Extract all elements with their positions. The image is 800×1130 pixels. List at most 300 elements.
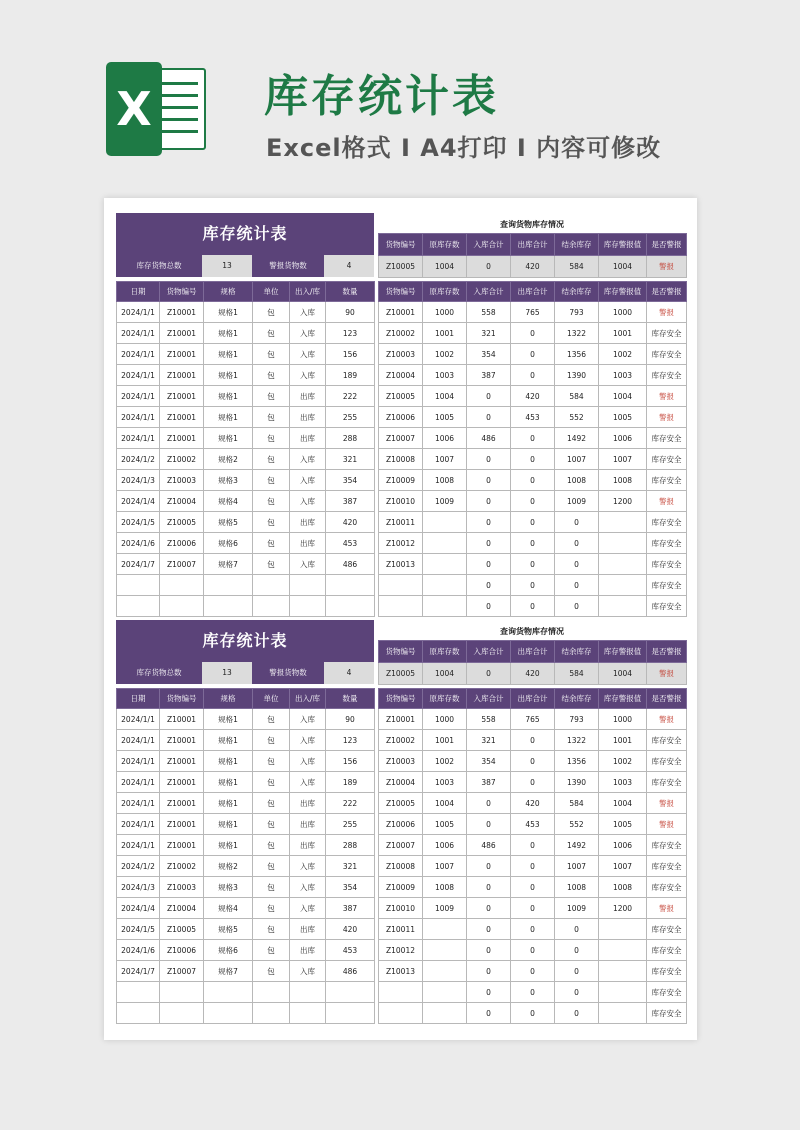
stock-summary-cell[interactable]: 354: [467, 344, 511, 365]
stock-log-cell[interactable]: 出库: [290, 533, 326, 554]
stock-summary-cell[interactable]: 1008: [599, 877, 647, 898]
stock-summary-cell[interactable]: 0: [511, 512, 555, 533]
stock-summary-cell[interactable]: 1322: [555, 323, 599, 344]
stock-summary-cell[interactable]: Z10011: [379, 919, 423, 940]
stock-summary-cell[interactable]: 1003: [599, 365, 647, 386]
stock-summary-cell[interactable]: Z10006: [379, 814, 423, 835]
stock-log-cell[interactable]: 2024/1/2: [117, 856, 160, 877]
stock-summary-cell[interactable]: 1008: [599, 470, 647, 491]
stock-log-cell[interactable]: 包: [253, 856, 290, 877]
stock-summary-cell[interactable]: 0: [511, 428, 555, 449]
stock-log-cell[interactable]: 规格1: [204, 386, 253, 407]
stock-summary-cell[interactable]: 1007: [555, 449, 599, 470]
stock-summary-cell[interactable]: 584: [555, 793, 599, 814]
stock-log-cell[interactable]: 出库: [290, 919, 326, 940]
stock-log-cell[interactable]: 2024/1/1: [117, 835, 160, 856]
stock-log-cell[interactable]: [117, 575, 160, 596]
stock-log-cell[interactable]: 包: [253, 554, 290, 575]
stock-log-cell[interactable]: Z10001: [160, 344, 204, 365]
stock-log-cell[interactable]: 入库: [290, 709, 326, 730]
stock-summary-cell[interactable]: 0: [511, 491, 555, 512]
stock-summary-cell[interactable]: 1322: [555, 730, 599, 751]
stock-log-cell[interactable]: 规格1: [204, 344, 253, 365]
stock-summary-cell[interactable]: 0: [511, 365, 555, 386]
stock-summary-cell[interactable]: 库存安全: [647, 856, 687, 877]
stock-log-cell[interactable]: 出库: [290, 940, 326, 961]
stock-summary-cell[interactable]: Z10006: [379, 407, 423, 428]
stock-summary-cell[interactable]: 0: [555, 512, 599, 533]
stock-summary-cell[interactable]: [599, 1003, 647, 1024]
stock-summary-cell[interactable]: [423, 919, 467, 940]
query-result-cell[interactable]: 警报: [647, 663, 687, 685]
stock-log-cell[interactable]: 包: [253, 323, 290, 344]
stock-summary-cell[interactable]: Z10004: [379, 772, 423, 793]
stock-log-cell[interactable]: [253, 575, 290, 596]
stock-log-cell[interactable]: 包: [253, 961, 290, 982]
stock-summary-cell[interactable]: 1009: [423, 491, 467, 512]
stock-summary-cell[interactable]: 0: [511, 835, 555, 856]
stock-log-cell[interactable]: 规格3: [204, 877, 253, 898]
stock-log-cell[interactable]: 486: [326, 961, 375, 982]
stock-summary-cell[interactable]: 0: [511, 344, 555, 365]
stock-log-cell[interactable]: Z10001: [160, 407, 204, 428]
stock-log-cell[interactable]: [117, 596, 160, 617]
stock-log-cell[interactable]: 包: [253, 386, 290, 407]
stock-summary-cell[interactable]: 0: [555, 940, 599, 961]
stock-summary-cell[interactable]: 1200: [599, 898, 647, 919]
stock-summary-cell[interactable]: 库存安全: [647, 919, 687, 940]
stock-summary-cell[interactable]: 1006: [599, 428, 647, 449]
stock-summary-cell[interactable]: 1390: [555, 772, 599, 793]
stock-log-cell[interactable]: 包: [253, 835, 290, 856]
stock-summary-cell[interactable]: 0: [467, 554, 511, 575]
stock-log-cell[interactable]: 123: [326, 323, 375, 344]
stock-summary-cell[interactable]: 0: [511, 751, 555, 772]
stock-summary-cell[interactable]: 0: [511, 898, 555, 919]
stock-log-cell[interactable]: 规格1: [204, 323, 253, 344]
stock-log-cell[interactable]: 255: [326, 814, 375, 835]
stock-log-cell[interactable]: 规格7: [204, 961, 253, 982]
stock-log-cell[interactable]: [117, 1003, 160, 1024]
stock-log-cell[interactable]: 入库: [290, 877, 326, 898]
stock-summary-cell[interactable]: 0: [467, 814, 511, 835]
stock-summary-cell[interactable]: 0: [467, 1003, 511, 1024]
stock-log-cell[interactable]: 288: [326, 835, 375, 856]
stock-log-cell[interactable]: 420: [326, 919, 375, 940]
stock-summary-cell[interactable]: 486: [467, 428, 511, 449]
stock-log-cell[interactable]: 规格6: [204, 533, 253, 554]
stock-log-cell[interactable]: Z10005: [160, 512, 204, 533]
stock-log-cell[interactable]: [160, 982, 204, 1003]
stock-log-cell[interactable]: 入库: [290, 554, 326, 575]
stock-summary-cell[interactable]: 552: [555, 407, 599, 428]
stock-summary-cell[interactable]: 库存安全: [647, 344, 687, 365]
stock-summary-cell[interactable]: 库存安全: [647, 1003, 687, 1024]
stock-log-cell[interactable]: 规格1: [204, 365, 253, 386]
stock-summary-cell[interactable]: 0: [467, 449, 511, 470]
stock-summary-cell[interactable]: Z10004: [379, 365, 423, 386]
stock-log-cell[interactable]: 包: [253, 919, 290, 940]
stock-log-cell[interactable]: Z10001: [160, 730, 204, 751]
stock-log-cell[interactable]: 420: [326, 512, 375, 533]
stock-summary-cell[interactable]: Z10007: [379, 428, 423, 449]
stock-summary-cell[interactable]: 警报: [647, 302, 687, 323]
stock-summary-cell[interactable]: 警报: [647, 407, 687, 428]
stock-summary-cell[interactable]: 1002: [423, 344, 467, 365]
stock-summary-cell[interactable]: 警报: [647, 793, 687, 814]
stock-summary-cell[interactable]: [599, 512, 647, 533]
stock-summary-cell[interactable]: 1002: [599, 751, 647, 772]
stock-log-cell[interactable]: 入库: [290, 491, 326, 512]
stock-log-cell[interactable]: 2024/1/7: [117, 554, 160, 575]
stock-log-cell[interactable]: Z10001: [160, 709, 204, 730]
stock-summary-cell[interactable]: 0: [555, 919, 599, 940]
stock-summary-cell[interactable]: Z10008: [379, 856, 423, 877]
stock-log-cell[interactable]: 包: [253, 302, 290, 323]
stock-log-cell[interactable]: 包: [253, 407, 290, 428]
stock-log-cell[interactable]: 规格7: [204, 554, 253, 575]
stock-log-cell[interactable]: Z10003: [160, 877, 204, 898]
stock-summary-cell[interactable]: Z10003: [379, 344, 423, 365]
stock-summary-cell[interactable]: Z10007: [379, 835, 423, 856]
stock-summary-cell[interactable]: 库存安全: [647, 533, 687, 554]
stock-log-cell[interactable]: [290, 596, 326, 617]
stock-log-cell[interactable]: Z10007: [160, 961, 204, 982]
stock-summary-cell[interactable]: 1492: [555, 428, 599, 449]
stock-summary-cell[interactable]: 1003: [599, 772, 647, 793]
stock-log-cell[interactable]: 2024/1/3: [117, 877, 160, 898]
stock-summary-cell[interactable]: 0: [555, 596, 599, 617]
stock-summary-cell[interactable]: [423, 982, 467, 1003]
stock-summary-cell[interactable]: 1007: [599, 449, 647, 470]
stock-log-cell[interactable]: 包: [253, 877, 290, 898]
stock-summary-cell[interactable]: 0: [467, 386, 511, 407]
stock-summary-cell[interactable]: 0: [511, 323, 555, 344]
stock-summary-cell[interactable]: 321: [467, 730, 511, 751]
stock-log-cell[interactable]: 规格1: [204, 428, 253, 449]
stock-summary-cell[interactable]: Z10013: [379, 554, 423, 575]
stock-log-cell[interactable]: 156: [326, 751, 375, 772]
stock-log-cell[interactable]: 出库: [290, 428, 326, 449]
stock-summary-cell[interactable]: 558: [467, 302, 511, 323]
stock-log-cell[interactable]: 包: [253, 814, 290, 835]
stock-summary-cell[interactable]: 0: [511, 533, 555, 554]
stock-summary-cell[interactable]: 1200: [599, 491, 647, 512]
stock-log-cell[interactable]: 入库: [290, 470, 326, 491]
stock-log-cell[interactable]: 2024/1/1: [117, 323, 160, 344]
stock-log-cell[interactable]: 入库: [290, 772, 326, 793]
stock-summary-cell[interactable]: 警报: [647, 386, 687, 407]
stock-summary-cell[interactable]: 1008: [423, 877, 467, 898]
stock-log-cell[interactable]: 2024/1/1: [117, 751, 160, 772]
stock-log-cell[interactable]: 规格1: [204, 772, 253, 793]
stock-summary-cell[interactable]: 453: [511, 407, 555, 428]
stock-log-cell[interactable]: 2024/1/5: [117, 919, 160, 940]
stock-log-cell[interactable]: 规格3: [204, 470, 253, 491]
stock-log-cell[interactable]: 包: [253, 470, 290, 491]
stock-summary-cell[interactable]: Z10002: [379, 730, 423, 751]
stock-log-cell[interactable]: 453: [326, 940, 375, 961]
stock-log-cell[interactable]: 出库: [290, 835, 326, 856]
stock-summary-cell[interactable]: 387: [467, 772, 511, 793]
stock-log-cell[interactable]: Z10001: [160, 793, 204, 814]
stock-summary-cell[interactable]: 警报: [647, 491, 687, 512]
stock-summary-cell[interactable]: [599, 961, 647, 982]
stock-log-cell[interactable]: 包: [253, 709, 290, 730]
stock-log-cell[interactable]: 包: [253, 512, 290, 533]
stock-log-cell[interactable]: 包: [253, 491, 290, 512]
stock-summary-cell[interactable]: 0: [467, 856, 511, 877]
stock-summary-cell[interactable]: 0: [511, 919, 555, 940]
stock-log-cell[interactable]: [326, 1003, 375, 1024]
stock-log-cell[interactable]: [160, 1003, 204, 1024]
stock-log-cell[interactable]: 包: [253, 365, 290, 386]
stock-summary-cell[interactable]: 1001: [423, 323, 467, 344]
stock-log-cell[interactable]: Z10006: [160, 940, 204, 961]
stock-log-cell[interactable]: Z10006: [160, 533, 204, 554]
stock-summary-cell[interactable]: 765: [511, 709, 555, 730]
stock-summary-cell[interactable]: 1004: [599, 793, 647, 814]
stock-log-cell[interactable]: 包: [253, 344, 290, 365]
stock-log-cell[interactable]: 2024/1/2: [117, 449, 160, 470]
stock-summary-cell[interactable]: 1009: [423, 898, 467, 919]
stock-summary-cell[interactable]: 0: [555, 575, 599, 596]
stock-summary-cell[interactable]: 0: [467, 470, 511, 491]
stock-summary-cell[interactable]: Z10001: [379, 302, 423, 323]
stock-summary-cell[interactable]: 1006: [423, 428, 467, 449]
stock-summary-cell[interactable]: 警报: [647, 898, 687, 919]
stock-log-cell[interactable]: 入库: [290, 751, 326, 772]
stock-log-cell[interactable]: 包: [253, 793, 290, 814]
stock-summary-cell[interactable]: 1005: [423, 407, 467, 428]
stock-summary-cell[interactable]: [599, 919, 647, 940]
stock-log-cell[interactable]: 2024/1/4: [117, 491, 160, 512]
stock-summary-cell[interactable]: [423, 575, 467, 596]
stock-summary-cell[interactable]: Z10010: [379, 491, 423, 512]
stock-log-cell[interactable]: Z10001: [160, 302, 204, 323]
stock-log-cell[interactable]: 189: [326, 365, 375, 386]
stock-summary-cell[interactable]: 1492: [555, 835, 599, 856]
stock-summary-cell[interactable]: 0: [511, 575, 555, 596]
stock-log-cell[interactable]: 222: [326, 386, 375, 407]
stock-summary-cell[interactable]: [423, 961, 467, 982]
stock-summary-cell[interactable]: 1004: [423, 386, 467, 407]
query-result-cell[interactable]: 584: [555, 256, 599, 278]
query-result-cell[interactable]: Z10005: [379, 256, 423, 278]
stock-summary-cell[interactable]: 1005: [599, 814, 647, 835]
stock-log-cell[interactable]: 规格2: [204, 449, 253, 470]
stock-summary-cell[interactable]: 765: [511, 302, 555, 323]
stock-log-cell[interactable]: [253, 982, 290, 1003]
stock-log-cell[interactable]: [253, 596, 290, 617]
stock-summary-cell[interactable]: 1007: [555, 856, 599, 877]
stock-log-cell[interactable]: 规格1: [204, 730, 253, 751]
stock-log-cell[interactable]: 包: [253, 730, 290, 751]
stock-summary-cell[interactable]: [379, 575, 423, 596]
stock-log-cell[interactable]: Z10002: [160, 856, 204, 877]
query-result-cell[interactable]: 420: [511, 256, 555, 278]
stock-summary-cell[interactable]: Z10012: [379, 533, 423, 554]
stock-summary-cell[interactable]: 1008: [555, 877, 599, 898]
stock-log-cell[interactable]: 189: [326, 772, 375, 793]
stock-summary-cell[interactable]: 库存安全: [647, 835, 687, 856]
stock-log-cell[interactable]: [290, 575, 326, 596]
stock-summary-cell[interactable]: 558: [467, 709, 511, 730]
query-result-cell[interactable]: 警报: [647, 256, 687, 278]
stock-summary-cell[interactable]: Z10009: [379, 877, 423, 898]
stock-log-cell[interactable]: Z10001: [160, 772, 204, 793]
stock-log-cell[interactable]: 387: [326, 491, 375, 512]
stock-summary-cell[interactable]: 1007: [423, 856, 467, 877]
stock-summary-cell[interactable]: 库存安全: [647, 877, 687, 898]
stock-log-cell[interactable]: 规格1: [204, 793, 253, 814]
stock-log-cell[interactable]: 2024/1/1: [117, 365, 160, 386]
stock-summary-cell[interactable]: 1001: [599, 323, 647, 344]
stock-summary-cell[interactable]: 库存安全: [647, 512, 687, 533]
stock-log-cell[interactable]: [290, 1003, 326, 1024]
stock-log-cell[interactable]: 出库: [290, 512, 326, 533]
stock-summary-cell[interactable]: 1001: [599, 730, 647, 751]
stock-summary-cell[interactable]: 库存安全: [647, 428, 687, 449]
stock-log-cell[interactable]: Z10007: [160, 554, 204, 575]
stock-summary-cell[interactable]: 0: [555, 1003, 599, 1024]
stock-summary-cell[interactable]: [379, 1003, 423, 1024]
stock-summary-cell[interactable]: 库存安全: [647, 470, 687, 491]
stock-summary-cell[interactable]: [599, 575, 647, 596]
stock-summary-cell[interactable]: 库存安全: [647, 554, 687, 575]
stock-summary-cell[interactable]: 0: [555, 554, 599, 575]
stock-log-cell[interactable]: Z10004: [160, 491, 204, 512]
query-result-cell[interactable]: 1004: [599, 256, 647, 278]
stock-summary-cell[interactable]: Z10005: [379, 386, 423, 407]
stock-log-cell[interactable]: [253, 1003, 290, 1024]
stock-log-cell[interactable]: 包: [253, 940, 290, 961]
stock-summary-cell[interactable]: 1008: [555, 470, 599, 491]
stock-summary-cell[interactable]: 警报: [647, 814, 687, 835]
stock-log-cell[interactable]: 出库: [290, 814, 326, 835]
stock-summary-cell[interactable]: 库存安全: [647, 751, 687, 772]
stock-log-cell[interactable]: 156: [326, 344, 375, 365]
stock-log-cell[interactable]: 321: [326, 856, 375, 877]
query-result-cell[interactable]: 1004: [423, 256, 467, 278]
stock-log-cell[interactable]: 规格1: [204, 302, 253, 323]
stock-summary-cell[interactable]: 0: [511, 449, 555, 470]
stock-summary-cell[interactable]: 库存安全: [647, 730, 687, 751]
stock-summary-cell[interactable]: 453: [511, 814, 555, 835]
stock-summary-cell[interactable]: 1001: [423, 730, 467, 751]
stock-summary-cell[interactable]: 354: [467, 751, 511, 772]
stock-summary-cell[interactable]: 0: [511, 982, 555, 1003]
stock-summary-cell[interactable]: 0: [467, 919, 511, 940]
stock-log-cell[interactable]: 入库: [290, 961, 326, 982]
stock-summary-cell[interactable]: 1006: [423, 835, 467, 856]
stock-summary-cell[interactable]: [423, 512, 467, 533]
stock-log-cell[interactable]: 486: [326, 554, 375, 575]
stock-summary-cell[interactable]: 0: [467, 961, 511, 982]
stock-log-cell[interactable]: 2024/1/3: [117, 470, 160, 491]
stock-log-cell[interactable]: 入库: [290, 365, 326, 386]
stock-summary-cell[interactable]: 库存安全: [647, 449, 687, 470]
stock-summary-cell[interactable]: Z10002: [379, 323, 423, 344]
stock-log-cell[interactable]: 规格1: [204, 407, 253, 428]
stock-log-cell[interactable]: 2024/1/1: [117, 772, 160, 793]
stock-log-cell[interactable]: 2024/1/4: [117, 898, 160, 919]
stock-log-cell[interactable]: 包: [253, 449, 290, 470]
stock-summary-cell[interactable]: [599, 982, 647, 1003]
stock-summary-cell[interactable]: 1008: [423, 470, 467, 491]
stock-summary-cell[interactable]: 1005: [599, 407, 647, 428]
stock-summary-cell[interactable]: 1356: [555, 344, 599, 365]
stock-summary-cell[interactable]: 0: [467, 793, 511, 814]
stock-summary-cell[interactable]: 1005: [423, 814, 467, 835]
stock-summary-cell[interactable]: 1000: [599, 709, 647, 730]
stock-log-cell[interactable]: 包: [253, 772, 290, 793]
stock-summary-cell[interactable]: 793: [555, 709, 599, 730]
stock-summary-cell[interactable]: 警报: [647, 709, 687, 730]
stock-summary-cell[interactable]: 321: [467, 323, 511, 344]
stock-summary-cell[interactable]: 0: [511, 596, 555, 617]
stock-log-cell[interactable]: [326, 575, 375, 596]
stock-summary-cell[interactable]: 0: [467, 491, 511, 512]
stock-summary-cell[interactable]: Z10012: [379, 940, 423, 961]
stock-summary-cell[interactable]: 库存安全: [647, 596, 687, 617]
stock-summary-cell[interactable]: Z10001: [379, 709, 423, 730]
stock-summary-cell[interactable]: 0: [467, 898, 511, 919]
stock-log-cell[interactable]: 90: [326, 709, 375, 730]
stock-summary-cell[interactable]: 552: [555, 814, 599, 835]
stock-summary-cell[interactable]: 0: [511, 856, 555, 877]
stock-summary-cell[interactable]: [379, 596, 423, 617]
stock-summary-cell[interactable]: Z10003: [379, 751, 423, 772]
stock-summary-cell[interactable]: 1006: [599, 835, 647, 856]
stock-log-cell[interactable]: 规格6: [204, 940, 253, 961]
stock-summary-cell[interactable]: 0: [511, 961, 555, 982]
stock-summary-cell[interactable]: 1004: [599, 386, 647, 407]
stock-summary-cell[interactable]: 486: [467, 835, 511, 856]
stock-log-cell[interactable]: 包: [253, 751, 290, 772]
stock-log-cell[interactable]: Z10001: [160, 365, 204, 386]
stock-summary-cell[interactable]: 0: [555, 982, 599, 1003]
stock-summary-cell[interactable]: 1000: [599, 302, 647, 323]
stock-log-cell[interactable]: Z10004: [160, 898, 204, 919]
stock-log-cell[interactable]: 包: [253, 898, 290, 919]
stock-summary-cell[interactable]: 793: [555, 302, 599, 323]
query-result-cell[interactable]: Z10005: [379, 663, 423, 685]
stock-log-cell[interactable]: 入库: [290, 898, 326, 919]
stock-summary-cell[interactable]: 0: [511, 877, 555, 898]
stock-log-cell[interactable]: 规格1: [204, 709, 253, 730]
stock-log-cell[interactable]: 321: [326, 449, 375, 470]
stock-log-cell[interactable]: Z10001: [160, 751, 204, 772]
stock-log-cell[interactable]: 入库: [290, 344, 326, 365]
stock-log-cell[interactable]: 2024/1/1: [117, 709, 160, 730]
stock-log-cell[interactable]: [326, 982, 375, 1003]
stock-summary-cell[interactable]: [423, 940, 467, 961]
stock-summary-cell[interactable]: Z10011: [379, 512, 423, 533]
query-result-cell[interactable]: 0: [467, 256, 511, 278]
stock-log-cell[interactable]: 2024/1/5: [117, 512, 160, 533]
stock-summary-cell[interactable]: 0: [511, 730, 555, 751]
stock-summary-cell[interactable]: 0: [555, 961, 599, 982]
stock-log-cell[interactable]: Z10005: [160, 919, 204, 940]
stock-summary-cell[interactable]: 0: [511, 470, 555, 491]
stock-summary-cell[interactable]: 库存安全: [647, 575, 687, 596]
stock-summary-cell[interactable]: 387: [467, 365, 511, 386]
stock-log-cell[interactable]: 包: [253, 428, 290, 449]
stock-log-cell[interactable]: [290, 982, 326, 1003]
stock-summary-cell[interactable]: 0: [467, 575, 511, 596]
stock-summary-cell[interactable]: [599, 533, 647, 554]
